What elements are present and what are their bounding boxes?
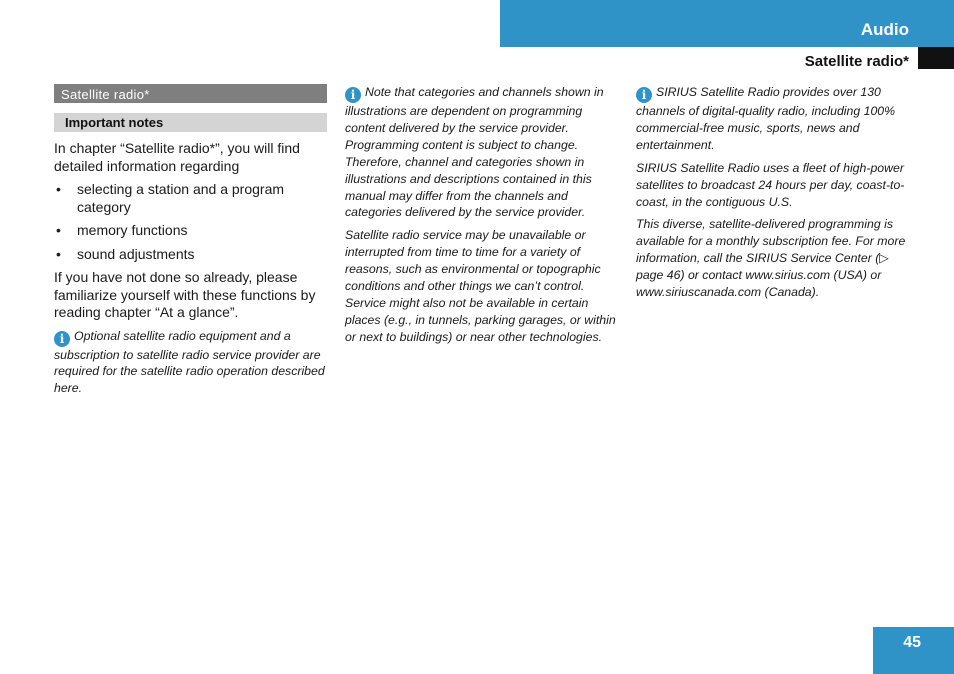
familiarize-paragraph: If you have not done so already, please familiarize yourself with these functions by reading chapter “At a glance”. xyxy=(54,269,316,320)
right-column xyxy=(636,84,912,301)
programming-note-text: Note that categories and channels shown in illustrations are dependent on programming content delivered by the service provider. Programming content is subject to change. Therefore, channel and categories shown in illustrations and descriptions contained in this manual may differ from the channels and categories delivered by the service provider. xyxy=(345,85,604,220)
chapter-tab-marker xyxy=(918,47,954,69)
subsection-title-bar: Important notes xyxy=(54,113,327,132)
bullet-icon: • xyxy=(56,222,61,238)
list-item-text: memory functions xyxy=(77,222,188,238)
list-item xyxy=(54,181,327,216)
chapter-title: Audio xyxy=(860,20,909,39)
info-icon: i xyxy=(54,331,70,347)
page-number: 45 xyxy=(903,634,921,651)
equipment-note xyxy=(54,328,327,398)
feature-list xyxy=(54,181,327,263)
list-item xyxy=(54,222,327,240)
section-title-bar: Satellite radio* xyxy=(54,84,327,103)
section-header-title: Satellite radio* xyxy=(804,53,909,70)
subscription-paragraph: This diverse, satellite-delivered programming is available for a monthly subscription fee. For more information, call the SIRIUS Service Center (▷ page 46) or contact www.sirius.com (USA) or www.siriuscanada.com (Canada). xyxy=(636,217,906,300)
info-icon: i xyxy=(345,87,361,103)
list-item xyxy=(54,246,327,264)
programming-note xyxy=(345,84,621,221)
sirius-satellites-paragraph: SIRIUS Satellite Radio uses a fleet of high-power satellites to broadcast 24 hours per day, coast-to-coast, in the contiguous U.S. xyxy=(636,160,905,209)
middle-column xyxy=(345,84,621,346)
list-item-text: selecting a station and a program category xyxy=(77,181,285,215)
sirius-channels-note-text: SIRIUS Satellite Radio provides over 130 channels of digital-quality radio, including 100% commercial-free music, sports, news and entertainment. xyxy=(636,85,896,152)
sirius-channels-note xyxy=(636,84,912,154)
left-column xyxy=(54,84,327,397)
bullet-icon: • xyxy=(56,181,61,197)
service-availability-paragraph: Satellite radio service may be unavailable or interrupted from time to time for a variety of reasons, such as environmental or topographic conditions and other things we can’t control. Service might also not be available in certain places (e.g., in tunnels, parking garages, or within or next to buildings) or near other technologies. xyxy=(345,228,616,344)
bullet-icon: • xyxy=(56,245,61,262)
intro-paragraph: In chapter “Satellite radio*”, you will find detailed information regarding xyxy=(54,140,300,174)
equipment-note-text: Optional satellite radio equipment and a subscription to satellite radio service provider are required for the satellite radio operation described here. xyxy=(54,328,325,396)
page-number-box xyxy=(873,627,954,674)
list-item-text: sound adjustments xyxy=(77,245,195,262)
info-icon: i xyxy=(636,87,652,103)
